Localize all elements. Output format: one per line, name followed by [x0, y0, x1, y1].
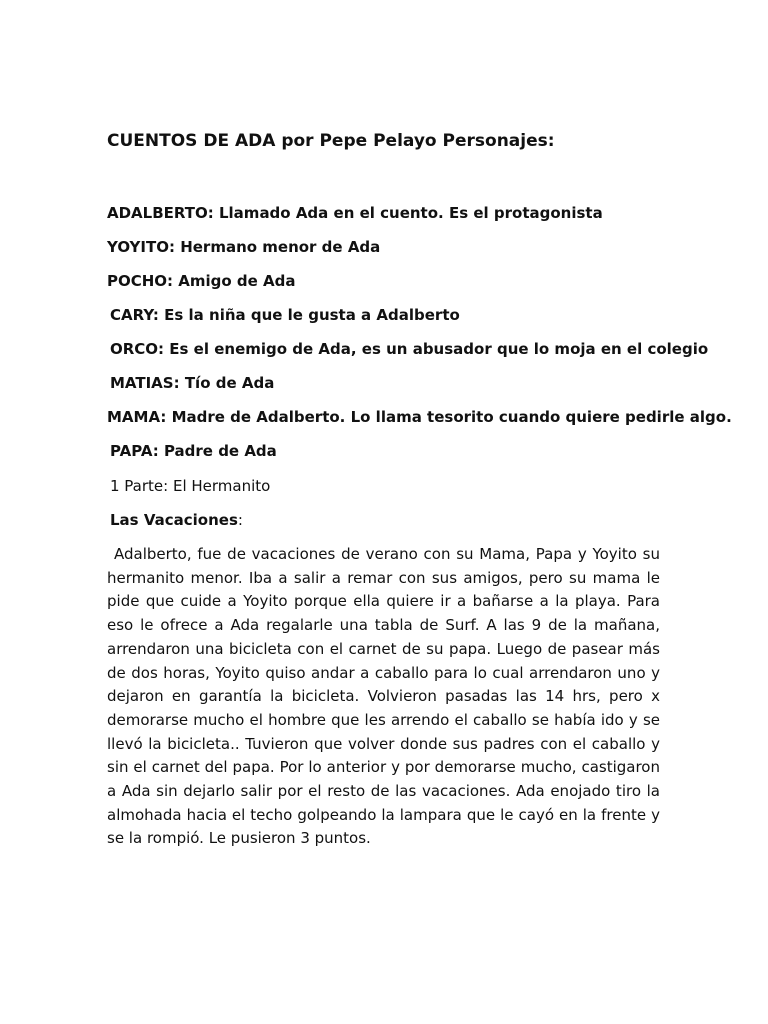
character-entry: CARY: Es la niña que le gusta a Adalberto — [110, 306, 460, 324]
story-paragraph: Adalberto, fue de vacaciones de verano con su Mama, Papa y Yoyito su hermanito menor. Iba a salir a remar con sus amigos, pero su mama le pide que cuide a Yoyito porque ella quiere ir a bañarse a la playa. Para eso le ofrece a Ada regalarle una tabla de Surf. A las 9 de la mañana, arrendaron una bicicleta con el carnet de su papa. Luego de pasear más de dos horas, Yoyito quiso andar a caballo para lo cual arrendaron uno y dejaron en garantía la bicicleta. Volvieron pasadas las 14 hrs, pero x demorarse mucho el hombre que les arrendo el caballo se había ido y se llevó la bicicleta.. Tuvieron que volver donde sus padres con el caballo y sin el carnet del papa. Por lo anterior y por demorarse mucho, castigaron a Ada sin dejarlo salir por el resto de las vacaciones. Ada enojado tiro la almohada hacia el techo golpeando la lampara que le cayó en la frente y se la rompió. Le pusieron 3 puntos. — [107, 545, 660, 848]
character-entry: MATIAS: Tío de Ada — [110, 374, 275, 392]
section-title: Las Vacaciones — [110, 511, 238, 529]
section-heading — [110, 510, 243, 530]
part-heading: 1 Parte: El Hermanito — [110, 477, 271, 495]
character-list — [107, 203, 732, 475]
character-entry: YOYITO: Hermano menor de Ada — [107, 238, 381, 256]
character-entry: ORCO: Es el enemigo de Ada, es un abusador que lo moja en el colegio — [110, 340, 709, 358]
character-entry: MAMA: Madre de Adalberto. Lo llama tesorito cuando quiere pedirle algo. — [107, 408, 732, 426]
character-entry: ADALBERTO: Llamado Ada en el cuento. Es el protagonista — [107, 204, 603, 222]
character-entry: POCHO: Amigo de Ada — [107, 272, 296, 290]
document-title: CUENTOS DE ADA por Pepe Pelayo Personajes: — [107, 131, 555, 151]
character-entry: PAPA: Padre de Ada — [110, 442, 277, 460]
section-colon: : — [237, 511, 243, 529]
